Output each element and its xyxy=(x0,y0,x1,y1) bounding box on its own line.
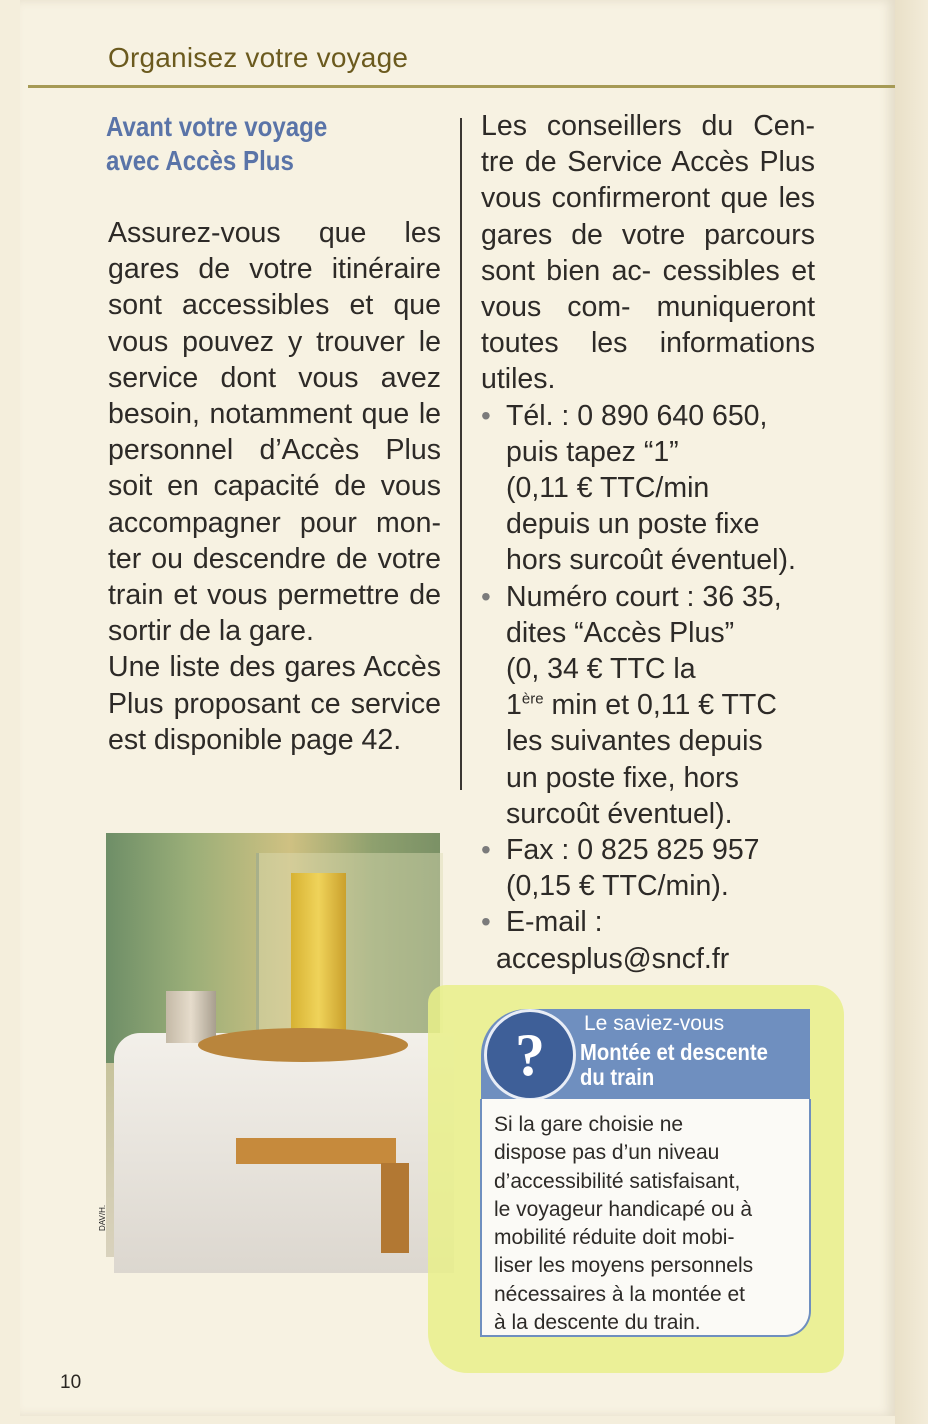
text-line: accompagner pour mon- xyxy=(108,506,441,539)
text-line: Tél. : 0 890 640 650, xyxy=(506,399,768,432)
contact-phone xyxy=(481,398,815,579)
section-rule xyxy=(28,85,895,88)
text-line: sont accessibles et que xyxy=(108,289,441,322)
first-minute-rest: min et 0,11 € TTC xyxy=(543,689,777,722)
right-column-text xyxy=(481,108,815,977)
info-box-title-line: du train xyxy=(580,1064,655,1090)
text-line: mobilité réduite doit mobi- xyxy=(494,1226,735,1250)
contact-short-number xyxy=(481,579,815,832)
first-minute-prefix: 1 xyxy=(506,689,522,722)
text-line: le personnel d’Accès Plus xyxy=(108,398,442,467)
photo-credit: DAV/H. xyxy=(98,1204,107,1231)
text-line: cessibles et vous com- xyxy=(481,254,815,324)
text-line: dites “Accès Plus” xyxy=(506,616,735,649)
text-line: dispose pas d’un niveau xyxy=(494,1141,720,1165)
page-number: 10 xyxy=(60,1372,82,1393)
text-line: Les conseillers du Cen- xyxy=(481,110,815,142)
text-line: nécessaires à la montée et xyxy=(494,1282,745,1306)
text-line: que les gares de votre xyxy=(481,182,816,251)
email-address[interactable]: accesplus@sncf.fr xyxy=(496,942,730,975)
text-line: (0, 34 € TTC la xyxy=(506,653,696,686)
paragraph-checklist xyxy=(108,215,441,649)
column-divider xyxy=(460,118,462,790)
text-line: un poste fixe, hors xyxy=(506,761,739,794)
text-line: hors surcoût éventuel). xyxy=(506,544,796,577)
first-minute-line xyxy=(506,687,815,723)
text-line: le voyageur handicapé ou à xyxy=(494,1197,753,1221)
bullet-icon: • xyxy=(481,580,491,612)
first-minute-sup: ère xyxy=(521,690,544,708)
text-line: ter ou descendre de votre xyxy=(108,542,441,575)
email-label: E-mail : xyxy=(506,906,603,939)
text-line: Accès Plus proposant ce xyxy=(108,651,441,720)
text-line: informations utiles. xyxy=(481,327,815,396)
info-box-kicker: Le saviez-vous xyxy=(584,1012,725,1035)
text-line: vous pouvez y trouver le xyxy=(108,325,441,358)
text-line: surcoût éventuel). xyxy=(506,797,733,830)
text-line: Plus vous confirmeront xyxy=(481,146,815,215)
text-line: les suivantes depuis xyxy=(506,725,763,758)
text-line: Numéro court : 36 35, xyxy=(506,580,782,613)
info-box-body xyxy=(480,1099,811,1337)
heading-line: avec Accès Plus xyxy=(106,145,294,176)
text-line: Si la gare choisie ne xyxy=(494,1113,684,1136)
text-line: puis tapez “1” xyxy=(506,435,679,468)
info-box-title xyxy=(580,1040,809,1090)
left-column-text xyxy=(108,215,441,758)
text-line: d’accessibilité satisfaisant, xyxy=(494,1169,741,1193)
paragraph-advisors xyxy=(481,108,815,398)
question-mark-icon: ? xyxy=(484,1009,576,1101)
text-line: liser les moyens personnels xyxy=(494,1254,754,1278)
next-page-edge xyxy=(895,0,928,1424)
paragraph-station-list xyxy=(108,649,441,758)
bullet-icon: • xyxy=(481,906,491,938)
text-line: page 42. xyxy=(290,723,402,756)
text-line: depuis un poste fixe xyxy=(506,508,760,541)
text-line: Fax : 0 825 825 957 xyxy=(506,834,760,867)
text-line: soit en capacité de vous xyxy=(108,470,441,503)
info-box-title-line: Montée et descente xyxy=(580,1039,768,1065)
text-line: besoin, notamment que xyxy=(108,398,410,431)
text-line: Assurez-vous que les xyxy=(108,217,441,249)
heading-line: Avant votre voyage xyxy=(106,111,328,142)
text-line: service dont vous avez xyxy=(108,361,441,394)
photo-brochure-rack xyxy=(166,991,216,1043)
text-line: muniqueront toutes les xyxy=(481,291,815,360)
text-line: (0,15 € TTC/min). xyxy=(506,870,729,903)
contact-fax xyxy=(481,832,815,904)
contact-email xyxy=(481,904,815,976)
text-line: train et vous permettre de xyxy=(108,579,441,612)
bullet-icon: • xyxy=(481,399,491,431)
text-line: parcours sont bien ac- xyxy=(481,218,815,287)
photo-glass-partition xyxy=(256,853,443,1053)
text-line: gares de votre itinéraire xyxy=(108,253,441,286)
section-title: Organisez votre voyage xyxy=(108,42,409,73)
photo-wood-shelf xyxy=(236,1138,396,1164)
text-line: à la descente du train. xyxy=(494,1311,701,1335)
text-line: (0,11 € TTC/min xyxy=(506,472,710,505)
photo-wood-shelf-side xyxy=(381,1163,409,1253)
article-heading xyxy=(106,110,398,178)
text-line: service est disponible xyxy=(108,687,441,756)
text-line: Une liste des gares xyxy=(108,651,356,684)
text-line: sortir de la gare. xyxy=(108,615,314,648)
text-line: tre de Service Accès xyxy=(481,146,749,179)
photo-wood-countertop xyxy=(198,1028,408,1062)
station-counter-photo xyxy=(98,833,440,1257)
contact-list xyxy=(481,398,815,977)
bullet-icon: • xyxy=(481,834,491,866)
